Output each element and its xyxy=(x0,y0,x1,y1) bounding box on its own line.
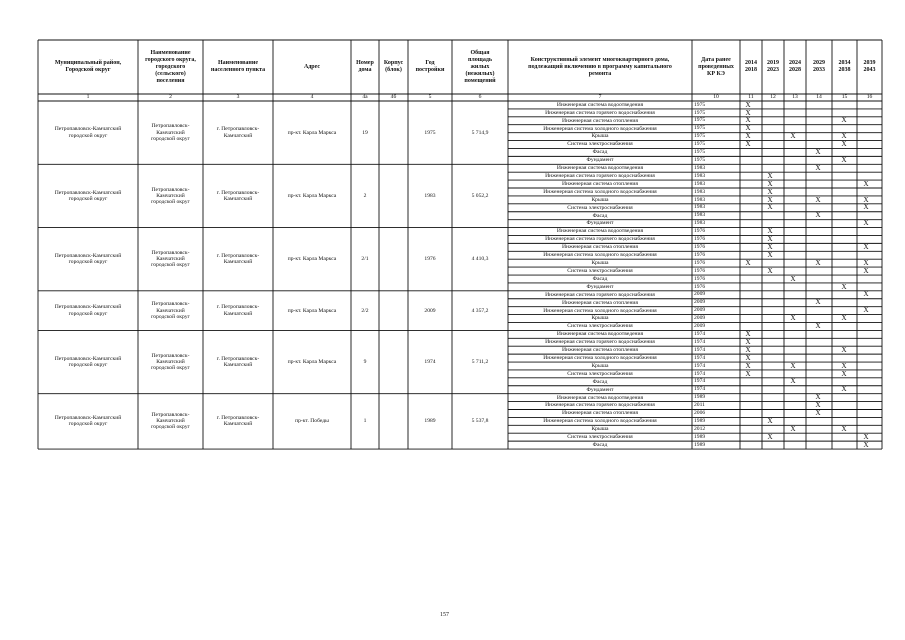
prev-repair-date-cell: 1976 xyxy=(694,283,706,290)
repair-mark: X xyxy=(841,155,847,164)
element-cell: Крыша xyxy=(591,260,609,267)
prev-repair-date-cell: 1983 xyxy=(694,188,706,195)
prev-repair-date-cell: 1975 xyxy=(694,156,706,163)
area-cell: 5 711,2 xyxy=(471,358,489,365)
repair-mark: X xyxy=(815,322,821,331)
element-cell: Фасад xyxy=(592,441,608,448)
repair-mark: X xyxy=(863,306,869,315)
building-cell xyxy=(379,394,408,449)
element-cell: Фасад xyxy=(592,149,608,156)
area-cell: 5 714,9 xyxy=(471,129,489,136)
prev-repair-date-cell: 1976 xyxy=(694,267,706,274)
prev-repair-date-cell: 1989 xyxy=(694,433,706,440)
element-cell: Система электроснабжения xyxy=(567,323,633,330)
col-number: 4а xyxy=(362,94,368,101)
building-cell xyxy=(379,101,408,164)
repair-mark: X xyxy=(745,258,751,267)
prev-repair-date-cell: 1983 xyxy=(694,204,706,211)
element-cell: Фасад xyxy=(592,212,608,219)
repair-mark: X xyxy=(767,242,773,251)
element-cell: Фундамент xyxy=(586,386,614,393)
prev-repair-date-cell: 1974 xyxy=(694,330,706,337)
repair-mark: X xyxy=(841,345,847,354)
repair-mark: X xyxy=(841,385,847,394)
prev-repair-date-cell: 1975 xyxy=(694,125,706,132)
building-cell xyxy=(379,330,408,393)
repair-mark: X xyxy=(863,179,869,188)
construction-year-cell: 1976 xyxy=(424,256,436,263)
repair-mark: X xyxy=(815,195,821,204)
repair-mark: X xyxy=(767,250,773,259)
element-cell: Инженерная система холодного водоснабжения xyxy=(543,125,657,132)
header-district: Муниципальный район, Городской округ xyxy=(54,60,122,73)
repair-mark: X xyxy=(815,163,821,172)
repair-mark: X xyxy=(745,116,751,125)
col-number: 4б xyxy=(390,94,397,101)
col-number: 7 xyxy=(598,94,602,101)
repair-mark: X xyxy=(815,298,821,307)
header-area: Общая площадь жилых (нежилых) помещений xyxy=(464,49,496,84)
element-cell: Фасад xyxy=(592,378,608,385)
element-cell: Инженерная система водоотведения xyxy=(556,101,644,108)
element-cell: Инженерная система холодного водоснабжения xyxy=(543,418,657,425)
repair-mark: X xyxy=(767,266,773,275)
element-cell: Крыша xyxy=(591,315,609,322)
prev-repair-date-cell: 1974 xyxy=(694,338,706,345)
prev-repair-date-cell: 2009 xyxy=(694,307,706,314)
repair-mark: X xyxy=(841,314,847,323)
locality-cell: г. Петропавловск- Камчатский xyxy=(216,355,260,368)
element-cell: Система электроснабжения xyxy=(567,267,633,274)
prev-repair-date-cell: 1974 xyxy=(694,386,706,393)
settlement-cell: Петропавловск- Камчатский городской округ xyxy=(151,249,190,269)
repair-mark: X xyxy=(745,361,751,370)
element-cell: Инженерная система горячего водоснабжения xyxy=(545,402,655,409)
prev-repair-date-cell: 1989 xyxy=(694,418,706,424)
repair-mark: X xyxy=(815,393,821,402)
repair-mark: X xyxy=(790,274,796,283)
element-cell: Инженерная система холодного водоснабжения xyxy=(543,354,657,361)
repair-mark: X xyxy=(863,440,869,449)
area-cell: 4 410,3 xyxy=(471,256,489,263)
building-cell xyxy=(379,164,408,227)
col-number: 13 xyxy=(792,94,798,101)
repair-mark: X xyxy=(841,132,847,141)
prev-repair-date-cell: 1975 xyxy=(694,149,706,156)
element-cell: Инженерная система холодного водоснабжения xyxy=(543,307,657,314)
header-prev-date: Дата ранее проведенных КР КЭ xyxy=(698,56,734,77)
repair-mark: X xyxy=(767,227,773,236)
house-number-cell: 19 xyxy=(362,129,368,136)
prev-repair-date-cell: 1974 xyxy=(694,346,706,353)
area-cell: 5 537,8 xyxy=(471,418,489,425)
prev-repair-date-cell: 1983 xyxy=(694,196,706,203)
building-cell xyxy=(379,228,408,291)
repair-mark: X xyxy=(790,361,796,370)
col-number: 11 xyxy=(748,94,754,101)
repair-mark: X xyxy=(767,235,773,244)
area-cell: 5 052,2 xyxy=(471,192,489,199)
prev-repair-date-cell: 1976 xyxy=(694,243,706,250)
address-cell: пр-кт. Победы xyxy=(295,418,329,425)
repair-mark: X xyxy=(815,211,821,220)
prev-repair-date-cell: 1983 xyxy=(694,172,706,179)
repair-mark: X xyxy=(863,290,869,299)
prev-repair-date-cell: 1976 xyxy=(694,259,706,266)
repair-mark: X xyxy=(745,329,751,338)
repair-mark: X xyxy=(745,345,751,354)
district-cell: Петропавловск-Камчатский городской округ xyxy=(54,126,122,139)
element-cell: Крыша xyxy=(591,362,609,369)
prev-repair-date-cell: 1976 xyxy=(694,275,706,282)
header-settlement: Наименование городского округа, городского (сельского) поселения xyxy=(145,49,196,84)
col-number: 2 xyxy=(169,94,172,101)
header-period-6: 2039 2043 xyxy=(863,60,876,73)
prev-repair-date-cell: 2012 xyxy=(694,425,706,432)
repair-mark: X xyxy=(863,258,869,267)
repair-mark: X xyxy=(745,124,751,133)
repair-mark: X xyxy=(767,417,773,425)
settlement-cell: Петропавловск- Камчатский городской округ xyxy=(151,412,190,431)
repair-mark: X xyxy=(767,171,773,180)
element-cell: Фундамент xyxy=(586,220,614,227)
prev-repair-date-cell: 1975 xyxy=(694,117,706,124)
address-cell: пр-кт. Карла Маркса xyxy=(287,256,337,263)
element-cell: Инженерная система отопления xyxy=(561,410,638,417)
col-number: 15 xyxy=(841,94,848,101)
district-cell: Петропавловск-Камчатский городской округ xyxy=(54,189,122,202)
col-number: 3 xyxy=(236,94,240,101)
repair-mark: X xyxy=(863,219,869,228)
col-number: 4 xyxy=(310,94,314,101)
house-number-cell: 2/2 xyxy=(361,307,369,314)
prev-repair-date-cell: 1975 xyxy=(694,141,706,148)
element-cell: Инженерная система отопления xyxy=(561,347,638,354)
element-cell: Инженерная система водоотведения xyxy=(556,228,644,235)
repair-mark: X xyxy=(863,203,869,212)
prev-repair-date-cell: 2009 xyxy=(694,299,706,306)
repair-mark: X xyxy=(815,148,821,157)
repair-mark: X xyxy=(841,424,847,433)
element-cell: Система электроснабжения xyxy=(567,434,633,441)
repair-mark: X xyxy=(745,140,751,149)
header-period-1: 2014 2018 xyxy=(745,60,757,73)
element-cell: Инженерная система отопления xyxy=(561,117,638,124)
header-building: Корпус (блок) xyxy=(383,60,404,73)
prev-repair-date-cell: 1976 xyxy=(694,251,706,258)
prev-repair-date-cell: 1983 xyxy=(694,180,706,187)
header-period-5: 2034 2038 xyxy=(838,60,851,73)
prev-repair-date-cell: 2009 xyxy=(694,315,706,322)
settlement-cell: Петропавловск- Камчатский городской округ xyxy=(151,123,190,142)
repair-mark: X xyxy=(767,432,773,441)
locality-cell: г. Петропавловск- Камчатский xyxy=(216,304,260,317)
element-cell: Инженерная система водоотведения xyxy=(556,394,644,401)
repair-mark: X xyxy=(841,140,847,149)
locality-cell: г. Петропавловск- Камчатский xyxy=(216,252,260,266)
element-cell: Инженерная система водоотведения xyxy=(556,165,644,172)
element-cell: Инженерная система горячего водоснабжения xyxy=(545,236,655,243)
locality-cell: г. Петропавловск- Камчатский xyxy=(216,415,260,428)
element-cell: Крыша xyxy=(591,426,609,433)
repair-mark: X xyxy=(745,132,751,141)
element-cell: Фундамент xyxy=(586,157,614,164)
header-period-3: 2024 2028 xyxy=(789,60,801,73)
repair-mark: X xyxy=(841,361,847,370)
prev-repair-date-cell: 2009 xyxy=(694,291,706,298)
element-cell: Инженерная система отопления xyxy=(561,244,638,251)
district-cell: Петропавловск-Камчатский городской округ xyxy=(54,355,122,368)
locality-cell: г. Петропавловск- Камчатский xyxy=(216,126,260,139)
element-cell: Крыша xyxy=(591,133,609,140)
col-number: 12 xyxy=(770,94,776,101)
repair-mark: X xyxy=(790,424,796,433)
prev-repair-date-cell: 1983 xyxy=(694,164,706,171)
col-number: 10 xyxy=(713,94,719,101)
repair-mark: X xyxy=(745,108,751,117)
area-cell: 4 357,2 xyxy=(471,307,489,314)
repair-mark: X xyxy=(790,377,796,386)
house-number-cell: 2 xyxy=(363,192,367,199)
house-number-cell: 9 xyxy=(363,358,367,365)
building-cell xyxy=(379,291,408,331)
repair-mark: X xyxy=(841,116,847,125)
element-cell: Инженерная система отопления xyxy=(561,299,638,306)
col-number: 16 xyxy=(866,94,873,101)
col-number: 6 xyxy=(478,94,482,101)
element-cell: Инженерная система горячего водоснабжения xyxy=(545,109,655,116)
address-cell: пр-кт. Карла Маркса xyxy=(287,192,337,199)
repair-mark: X xyxy=(815,409,821,418)
repair-mark: X xyxy=(863,432,869,441)
repair-mark: X xyxy=(790,314,796,323)
col-number: 5 xyxy=(428,94,432,101)
construction-year-cell: 1974 xyxy=(424,358,436,365)
element-cell: Инженерная система холодного водоснабжения xyxy=(543,252,657,259)
prev-repair-date-cell: 1989 xyxy=(694,441,706,448)
prev-repair-date-cell: 1976 xyxy=(694,228,706,235)
repair-mark: X xyxy=(841,369,847,378)
address-cell: пр-кт. Карла Маркса xyxy=(287,307,337,314)
address-cell: пр-кт. Карла Маркса xyxy=(287,129,337,136)
header-address: Адрес xyxy=(303,63,321,70)
header-element: Конструктивный элемент многоквартирного дома, подлежащий включению в программу капитального ремонта xyxy=(528,56,672,77)
prev-repair-date-cell: 1975 xyxy=(694,109,706,116)
repair-mark: X xyxy=(767,179,773,188)
element-cell: Фундамент xyxy=(586,283,614,290)
repair-mark: X xyxy=(841,282,847,291)
element-cell: Крыша xyxy=(591,196,609,203)
repair-mark: X xyxy=(745,353,751,362)
construction-year-cell: 1983 xyxy=(424,192,436,199)
prev-repair-date-cell: 1974 xyxy=(694,378,706,385)
col-number: 14 xyxy=(816,94,822,101)
element-cell: Инженерная система горячего водоснабжения xyxy=(545,339,655,346)
prev-repair-date-cell: 2011 xyxy=(694,402,705,409)
prev-repair-date-cell: 1983 xyxy=(694,220,706,227)
repair-mark: X xyxy=(767,195,773,204)
house-number-cell: 2/1 xyxy=(361,256,369,263)
page-number: 157 xyxy=(440,612,449,618)
house-number-cell: 1 xyxy=(363,418,367,425)
district-cell: Петропавловск-Камчатский городской округ xyxy=(54,415,122,428)
prev-repair-date-cell: 1976 xyxy=(694,236,706,243)
repair-mark: X xyxy=(767,203,773,212)
repair-mark: X xyxy=(863,195,869,204)
col-number: 1 xyxy=(86,94,90,101)
header-year: Год постройки xyxy=(415,60,445,73)
construction-year-cell: 1975 xyxy=(424,129,436,136)
construction-year-cell: 2009 xyxy=(424,307,436,314)
construction-year-cell: 1989 xyxy=(424,418,436,425)
element-cell: Система электроснабжения xyxy=(567,370,633,377)
repair-mark: X xyxy=(745,369,751,378)
prev-repair-date-cell: 1974 xyxy=(694,370,706,377)
element-cell: Инженерная система горячего водоснабжения xyxy=(545,173,655,180)
address-cell: пр-кт. Карла Маркса xyxy=(287,358,337,365)
district-cell: Петропавловск-Камчатский городской округ xyxy=(54,304,122,317)
element-cell: Инженерная система отопления xyxy=(561,180,638,187)
repair-mark: X xyxy=(745,100,751,109)
prev-repair-date-cell: 2006 xyxy=(694,410,706,417)
element-cell: Инженерная система горячего водоснабжения xyxy=(545,291,655,298)
prev-repair-date-cell: 1983 xyxy=(694,212,706,219)
header-period-4: 2029 2033 xyxy=(813,60,825,73)
header-locality: Наименование населенного пункта xyxy=(210,60,266,73)
prev-repair-date-cell: 1975 xyxy=(694,101,706,108)
settlement-cell: Петропавловск- Камчатский городской округ xyxy=(151,301,190,320)
element-cell: Фасад xyxy=(592,275,608,282)
header-house: Номер дома xyxy=(356,60,374,73)
repair-mark: X xyxy=(863,266,869,275)
repair-mark: X xyxy=(790,132,796,141)
prev-repair-date-cell: 1975 xyxy=(694,133,706,140)
settlement-cell: Петропавловск- Камчатский городской округ xyxy=(151,352,190,372)
repair-mark: X xyxy=(745,337,751,346)
repair-mark: X xyxy=(767,187,773,196)
header-period-2: 2019 2023 xyxy=(767,60,779,73)
prev-repair-date-cell: 2009 xyxy=(694,323,706,330)
element-cell: Система электроснабжения xyxy=(567,204,633,211)
prev-repair-date-cell: 1974 xyxy=(694,362,706,369)
repair-mark: X xyxy=(815,401,821,410)
element-cell: Инженерная система холодного водоснабжения xyxy=(543,188,657,195)
element-cell: Инженерная система водоотведения xyxy=(556,331,644,338)
locality-cell: г. Петропавловск- Камчатский xyxy=(216,189,260,202)
repair-mark: X xyxy=(815,258,821,267)
prev-repair-date-cell: 1989 xyxy=(694,394,706,401)
element-cell: Система электроснабжения xyxy=(567,141,633,148)
repair-mark: X xyxy=(863,242,869,251)
settlement-cell: Петропавловск- Камчатский городской округ xyxy=(151,186,190,205)
prev-repair-date-cell: 1974 xyxy=(694,354,706,361)
district-cell: Петропавловск-Камчатский городской округ xyxy=(54,252,122,266)
